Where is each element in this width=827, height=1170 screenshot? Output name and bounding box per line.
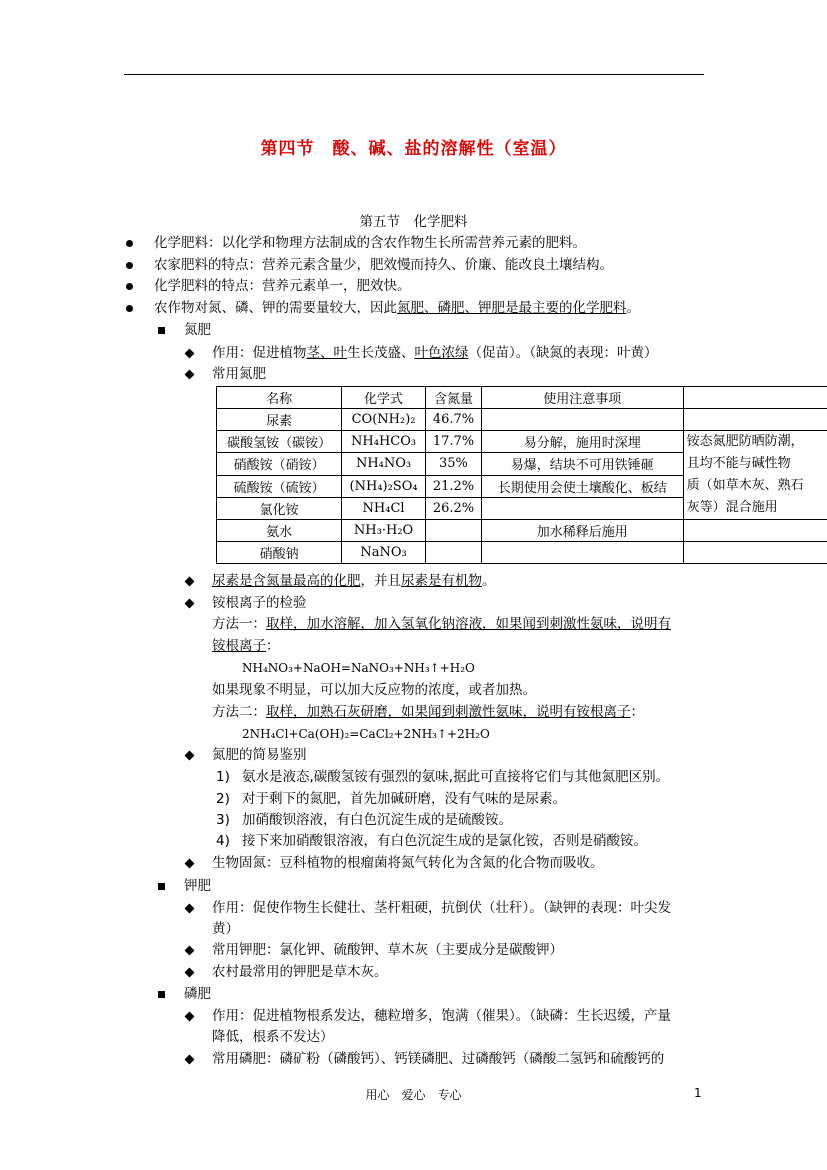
side-note-line: 且均不能与碱性物 [686, 456, 791, 471]
page-title: 第四节 酸、碱、盐的溶解性（室温） [260, 139, 567, 159]
bullet-text: 农家肥料的特点：营养元素含量少，肥效慢而持久、价廉、能改良土壤结构。 [154, 257, 613, 273]
equation-one: NH₄NO₃+NaOH=NaNO₃+NH₃↑+H₂O [242, 661, 475, 675]
bullet-dot-icon [126, 262, 133, 269]
table-cell: 硝酸铵（硝铵） [217, 453, 342, 475]
table-row [217, 409, 827, 431]
bullet-dot-icon [126, 305, 133, 312]
table-cell: 氯化铵 [217, 497, 342, 519]
table-cell: 35% [425, 453, 481, 475]
table-cell: 尿素 [217, 409, 342, 431]
bullet-text: 化学肥料的特点：营养元素单一，肥效快。 [154, 278, 411, 294]
bullet-text: 化学肥料：以化学和物理方法制成的含农作物生长所需营养元素的肥料。 [154, 235, 586, 251]
subheading-nitrogen: 氮肥 [184, 322, 211, 338]
potassium-use-cont: 黄） [212, 921, 239, 937]
common-phosphorus: 常用磷肥：磷矿粉（磷酸钙）、钙镁磷肥、过磷酸钙（磷酸二氢钙和硫酸钙的 [212, 1051, 665, 1067]
table-cell: 26.2% [425, 497, 481, 519]
step-text: 对于剩下的氮肥，首先加碱研磨，没有气味的是尿素。 [242, 791, 566, 807]
table-cell: 易分解，施用时深埋 [481, 431, 683, 453]
table-cell [425, 520, 481, 542]
equation-two: 2NH₄Cl+Ca(OH)₂=CaCl₂+2NH₃↑+2H₂O [242, 727, 490, 741]
table-cell: 硫酸铵（硫铵） [217, 475, 342, 497]
step-number: 1) [216, 769, 230, 785]
table-row [217, 520, 827, 542]
table-side-cell [683, 409, 827, 431]
square-bullet-icon [158, 883, 165, 890]
table-header-cell: 使用注意事项 [481, 387, 683, 409]
header-rule [124, 74, 704, 75]
square-bullet-icon [158, 991, 165, 998]
phosphorus-use: 作用：促进植物根系发达，穗粒增多，饱满（催果）。（缺磷：生长迟缓，产量 [212, 1008, 671, 1024]
step-number: 4) [216, 833, 230, 849]
step-text: 氨水是液态,碳酸氢铵有强烈的氨味,据此可直接将它们与其他氮肥区别。 [242, 769, 670, 785]
table-side-cell [683, 542, 827, 564]
common-nitrogen-label: 常用氮肥 [212, 366, 266, 382]
bullet-dot-icon [126, 240, 133, 247]
side-note-line: 质（如草木灰、熟石 [686, 478, 804, 493]
method-two: 方法二：取样，加熟石灰研磨，如果闻到刺激性氨味，说明有铵根离子： [212, 704, 644, 720]
table-cell: NH₄NO₃ [342, 453, 426, 475]
square-bullet-icon [158, 327, 165, 334]
step-text: 接下来加硝酸银溶液，有白色沉淀生成的是氯化铵，否则是硝酸铵。 [242, 833, 647, 849]
nitrogen-use: 作用：促进植物茎、叶生长茂盛、叶色浓绿（促苗）。（缺氮的表现：叶黄） [212, 345, 658, 361]
subheading-potassium: 钾肥 [184, 878, 211, 894]
table-cell: 加水稀释后施用 [481, 520, 683, 542]
table-cell: 长期使用会使土壤酸化、板结 [481, 475, 683, 497]
table-cell: 碳酸氢铵（碳铵） [217, 431, 342, 453]
table-row [217, 542, 827, 564]
step-text: 加硝酸钡溶液，有白色沉淀生成的是硫酸铵。 [242, 812, 512, 828]
table-side-note [683, 431, 827, 520]
potassium-use: 作用：促使作物生长健壮、茎杆粗硬，抗倒伏（壮秆）。（缺钾的表现：叶尖发 [212, 900, 671, 916]
table-side-cell [683, 387, 827, 409]
nitrogen-fertilizer-table [216, 386, 827, 564]
method-one: 方法一：取样，加水溶解，加入氢氧化钠溶液，如果闻到刺激性氨味，说明有 [212, 616, 671, 632]
diamond-bullet-icon [185, 349, 195, 359]
diamond-bullet-icon [185, 1055, 195, 1065]
common-potassium: 常用钾肥：氯化钾、硫酸钾、草木灰（主要成分是碳酸钾） [212, 942, 563, 958]
table-cell: NH₄Cl [342, 497, 426, 519]
table-cell: 氨水 [217, 520, 342, 542]
rural-potassium: 农村最常用的钾肥是草木灰。 [212, 964, 388, 980]
table-cell [481, 497, 683, 519]
table-cell [425, 542, 481, 564]
bullet-text: 农作物对氮、磷、钾的需要量较大，因此氮肥、磷肥、钾肥是最主要的化学肥料。 [154, 300, 640, 316]
table-header-cell: 名称 [217, 387, 342, 409]
table-header-cell: 化学式 [342, 387, 426, 409]
diamond-bullet-icon [185, 904, 195, 914]
table-cell: 易爆，结块不可用铁锤砸 [481, 453, 683, 475]
table-row [217, 431, 827, 453]
table-header-cell: 含氮量 [425, 387, 481, 409]
diamond-bullet-icon [185, 859, 195, 869]
table-cell: NH₄HCO₃ [342, 431, 426, 453]
diamond-bullet-icon [185, 751, 195, 761]
phosphorus-use-cont: 降低，根系不发达） [212, 1029, 334, 1045]
page-footer: 用心 爱心 专心 [365, 1088, 462, 1102]
table-cell: (NH₄)₂SO₄ [342, 475, 426, 497]
diamond-bullet-icon [185, 599, 195, 609]
identification-heading: 氮肥的简易鉴别 [212, 747, 307, 763]
table-cell: NH₃·H₂O [342, 520, 426, 542]
table-cell [481, 542, 683, 564]
subheading-phosphorus: 磷肥 [184, 986, 211, 1002]
bio-fixation: 生物固氮：豆科植物的根瘤菌将氮气转化为含氮的化合物而吸收。 [212, 855, 604, 871]
step-number: 2) [216, 791, 230, 807]
side-note-line: 灰等）混合施用 [686, 500, 778, 515]
step-number: 3) [216, 812, 230, 828]
table-cell: CO(NH₂)₂ [342, 409, 426, 431]
method-one-cont: 铵根离子： [212, 638, 280, 654]
table-cell [481, 409, 683, 431]
ammonium-test-heading: 铵根离子的检验 [212, 595, 307, 611]
table-cell: 硝酸钠 [217, 542, 342, 564]
side-note-line: 铵态氮肥防晒防潮， [686, 434, 804, 449]
diamond-bullet-icon [185, 577, 195, 587]
page-number: 1 [694, 1086, 702, 1100]
table-cell: 17.7% [425, 431, 481, 453]
diamond-bullet-icon [185, 946, 195, 956]
table-cell: NaNO₃ [342, 542, 426, 564]
table-cell: 46.7% [425, 409, 481, 431]
table-header-row [217, 387, 827, 409]
section-title: 第五节 化学肥料 [359, 214, 468, 230]
method-note: 如果现象不明显，可以加大反应物的浓度，或者加热。 [212, 682, 536, 698]
diamond-bullet-icon [185, 370, 195, 380]
bullet-dot-icon [126, 283, 133, 290]
diamond-bullet-icon [185, 968, 195, 978]
table-cell: 21.2% [425, 475, 481, 497]
diamond-bullet-icon [185, 1012, 195, 1022]
urea-note: 尿素是含氮量最高的化肥，并且尿素是有机物。 [212, 573, 496, 589]
table-side-cell [683, 520, 827, 542]
